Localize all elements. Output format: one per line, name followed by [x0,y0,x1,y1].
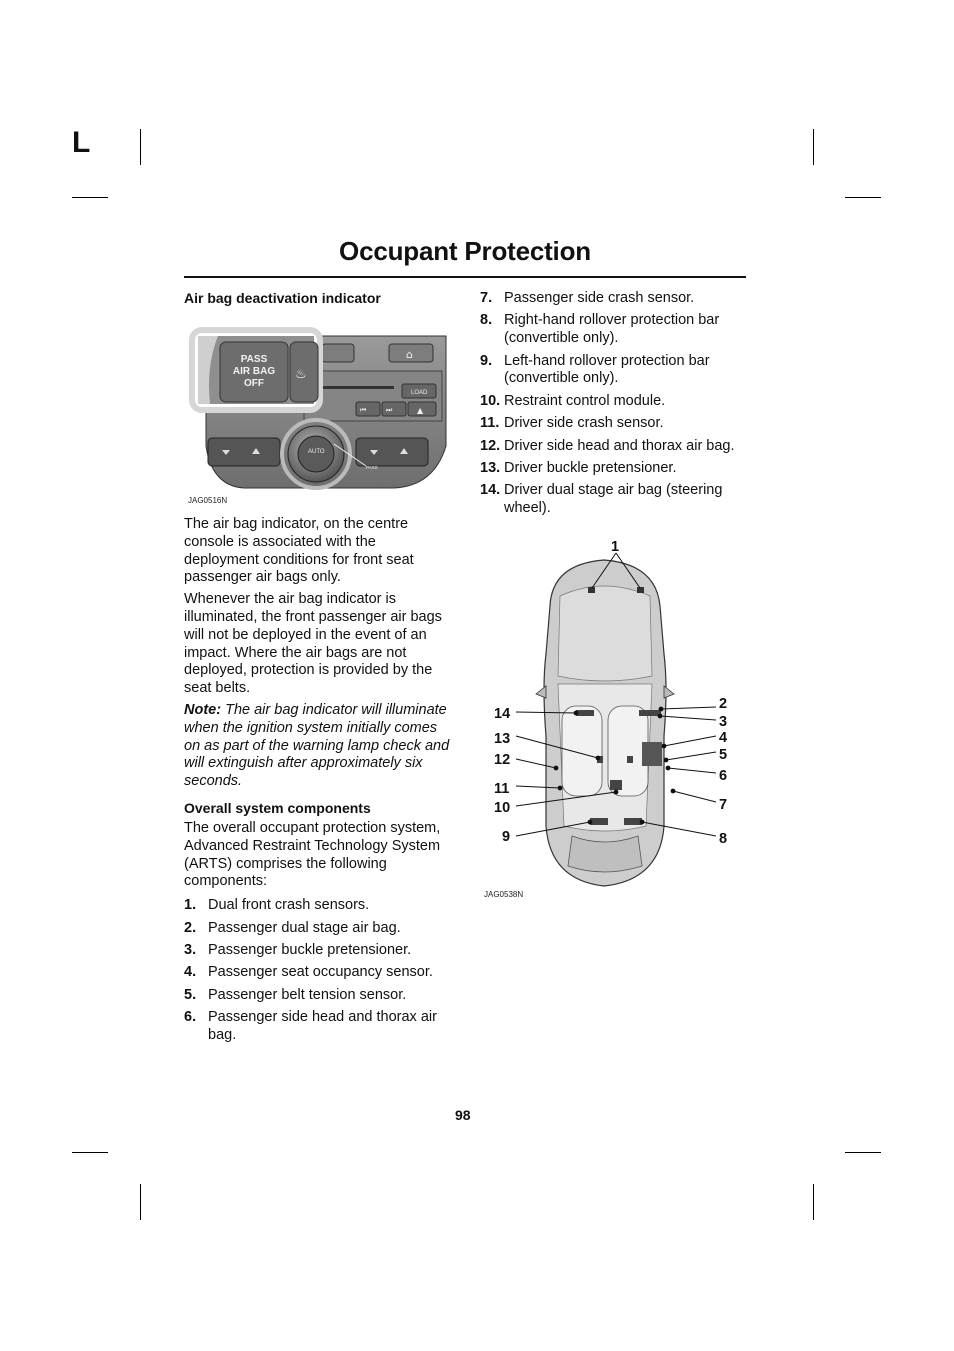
callout-5: 5 [719,747,728,763]
note-text: The air bag indicator will illuminate when the ignition system initially comes on as part of the warning lamp check and will extinguish after approximately six seconds. [184,701,450,790]
list-item: 3. Passenger buckle pretensioner. [184,941,412,958]
list-item: 11. Driver side crash sensor. [480,415,664,432]
auto-label: AUTO [308,449,325,455]
section-letter: L [72,126,91,159]
page-number: 98 [455,1107,471,1123]
list-item: 12. Driver side head and thorax air bag. [480,437,735,454]
crop-mark [813,129,814,165]
callout-9: 9 [502,829,511,845]
svg-text:⌂: ⌂ [406,348,413,361]
off-label: OFF [244,378,264,389]
rear-defrost-icon: ♨ [295,367,307,382]
list-item: 2. Passenger dual stage air bag. [184,919,401,936]
svg-text:⏭: ⏭ [386,406,393,414]
callout-10: 10 [494,800,511,816]
callout-8: 8 [719,831,728,847]
crop-mark [845,1152,881,1153]
list-item: 1. Dual front crash sensors. [184,897,370,914]
title-rule [184,276,746,278]
crop-mark [140,1184,141,1220]
list-item: 10. Restraint control module. [480,392,666,409]
list-item: 13. Driver buckle pretensioner. [480,459,677,476]
paragraph-indicator: The air bag indicator, on the centre console is associated with the deployment conditions for front seat passenger air bags only. [184,516,414,586]
figure1-code: JAG0516N [188,496,228,505]
svg-text:▲: ▲ [417,406,424,415]
callout-11: 11 [494,781,510,797]
callout-12: 12 [494,752,511,768]
callout-6: 6 [719,768,728,784]
list-item: 4. Passenger seat occupancy sensor. [184,964,433,981]
figure2-code: JAG0538N [484,890,524,899]
list-item: 6. Passenger side head and thorax air bag. [184,1009,437,1043]
components-list-left [184,897,450,1045]
car-diagram [480,536,746,890]
list-item: 9. Left-hand rollover protection bar (convertible only). [480,352,710,387]
page-title: Occupant Protection [339,236,591,266]
callout-3: 3 [719,714,728,730]
callout-1: 1 [611,539,620,555]
list-item: 8. Right-hand rollover protection bar (convertible only). [480,312,720,347]
callout-2: 2 [719,696,728,712]
indicator-heading: Air bag deactivation indicator [184,290,381,306]
list-item: 5. Passenger belt tension sensor. [184,986,407,1003]
load-label: LOAD [411,390,428,396]
list-item: 14. Driver dual stage air bag (steering wheel). [480,482,723,517]
crop-mark [845,197,881,198]
note [184,702,450,791]
callout-4: 4 [719,730,728,746]
svg-text:⏮: ⏮ [360,406,367,414]
note-label: Note: [184,701,222,718]
components-intro: The overall occupant protection system, Advanced Restraint Technology System (ARTS) comprises the following components: [184,820,441,890]
crop-mark [813,1184,814,1220]
air-bag-label: AIR BAG [232,366,276,377]
crop-mark [72,197,108,198]
callout-14: 14 [494,706,511,722]
paragraph-illuminated: Whenever the air bag indicator is illuminated, the front passenger air bags will not be deployed in the event of an impact. Where the air bags are not deployed, protection is provided by the seat belts. [184,591,442,697]
components-heading: Overall system components [184,800,371,816]
components-list-right [480,290,746,518]
list-item: 7. Passenger side crash sensor. [480,290,695,306]
pass-label: PASS [240,354,268,365]
crop-mark [140,129,141,165]
crop-mark [72,1152,108,1153]
small-pass-airbag-label: PASS [366,465,378,470]
callout-7: 7 [719,797,728,813]
console-figure [184,326,448,496]
callout-13: 13 [494,731,511,747]
